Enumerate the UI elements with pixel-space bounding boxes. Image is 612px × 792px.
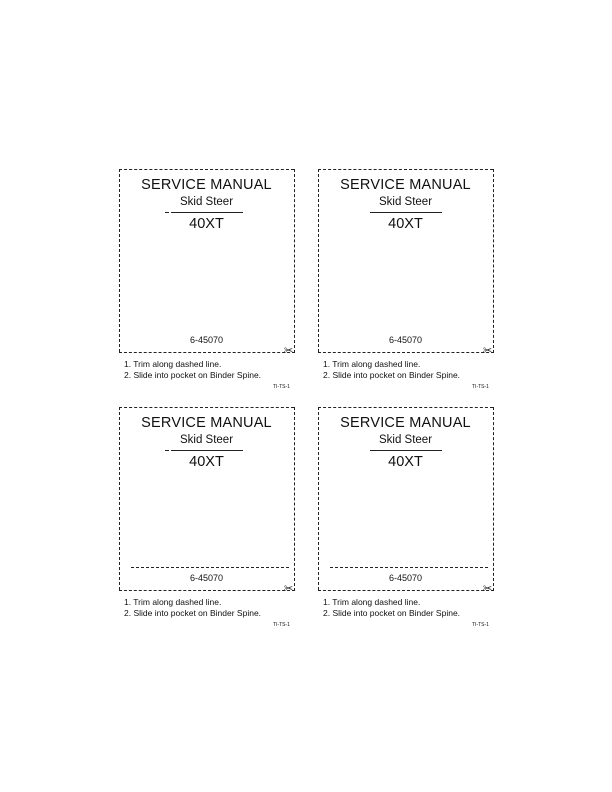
manual-title: SERVICE MANUAL [141, 415, 272, 431]
part-number: 6-45070 [388, 573, 423, 583]
model-name: Skid Steer [179, 196, 234, 208]
scissors-icon: ✂ [284, 344, 294, 357]
underline-rule [370, 450, 442, 451]
manual-title: SERVICE MANUAL [340, 415, 471, 431]
scissors-icon: ✂ [483, 344, 493, 357]
underline-rule [171, 212, 243, 213]
trim-instructions [323, 597, 498, 619]
part-number: 6-45070 [388, 335, 423, 345]
instruction-step-2: 2. Slide into pocket on Binder Spine. [124, 608, 262, 618]
spine-label-card-3 [119, 407, 294, 628]
form-code: TI-TS-1 [472, 384, 489, 390]
manual-title: SERVICE MANUAL [340, 177, 471, 193]
scissors-icon: ✂ [483, 582, 493, 595]
form-code: TI-TS-1 [472, 622, 489, 628]
trim-instructions [124, 597, 299, 619]
underline-rule [370, 212, 442, 213]
scissors-icon: ✂ [284, 582, 294, 595]
trim-instructions [124, 359, 299, 381]
trim-instructions [323, 359, 498, 381]
instruction-step-1: 1. Trim along dashed line. [124, 359, 222, 369]
rule-left-tick [165, 450, 169, 451]
underline-rule [171, 450, 243, 451]
instruction-step-1: 1. Trim along dashed line. [323, 597, 421, 607]
dashed-guide-line [330, 567, 488, 568]
form-code: TI-TS-1 [273, 622, 290, 628]
model-number: 40XT [388, 216, 423, 232]
instruction-step-2: 2. Slide into pocket on Binder Spine. [124, 370, 262, 380]
part-number: 6-45070 [189, 335, 224, 345]
spine-label-card-1 [119, 169, 294, 390]
model-number: 40XT [189, 454, 224, 470]
instruction-step-1: 1. Trim along dashed line. [124, 597, 222, 607]
model-name: Skid Steer [378, 434, 433, 446]
spine-label-card-4 [318, 407, 493, 628]
manual-title: SERVICE MANUAL [141, 177, 272, 193]
instruction-step-2: 2. Slide into pocket on Binder Spine. [323, 608, 461, 618]
model-name: Skid Steer [179, 434, 234, 446]
spine-label-card-2 [318, 169, 493, 390]
dashed-guide-line [131, 567, 289, 568]
form-code: TI-TS-1 [273, 384, 290, 390]
rule-left-tick [165, 212, 169, 213]
instruction-step-1: 1. Trim along dashed line. [323, 359, 421, 369]
model-number: 40XT [388, 454, 423, 470]
part-number: 6-45070 [189, 573, 224, 583]
model-name: Skid Steer [378, 196, 433, 208]
instruction-step-2: 2. Slide into pocket on Binder Spine. [323, 370, 461, 380]
model-number: 40XT [189, 216, 224, 232]
